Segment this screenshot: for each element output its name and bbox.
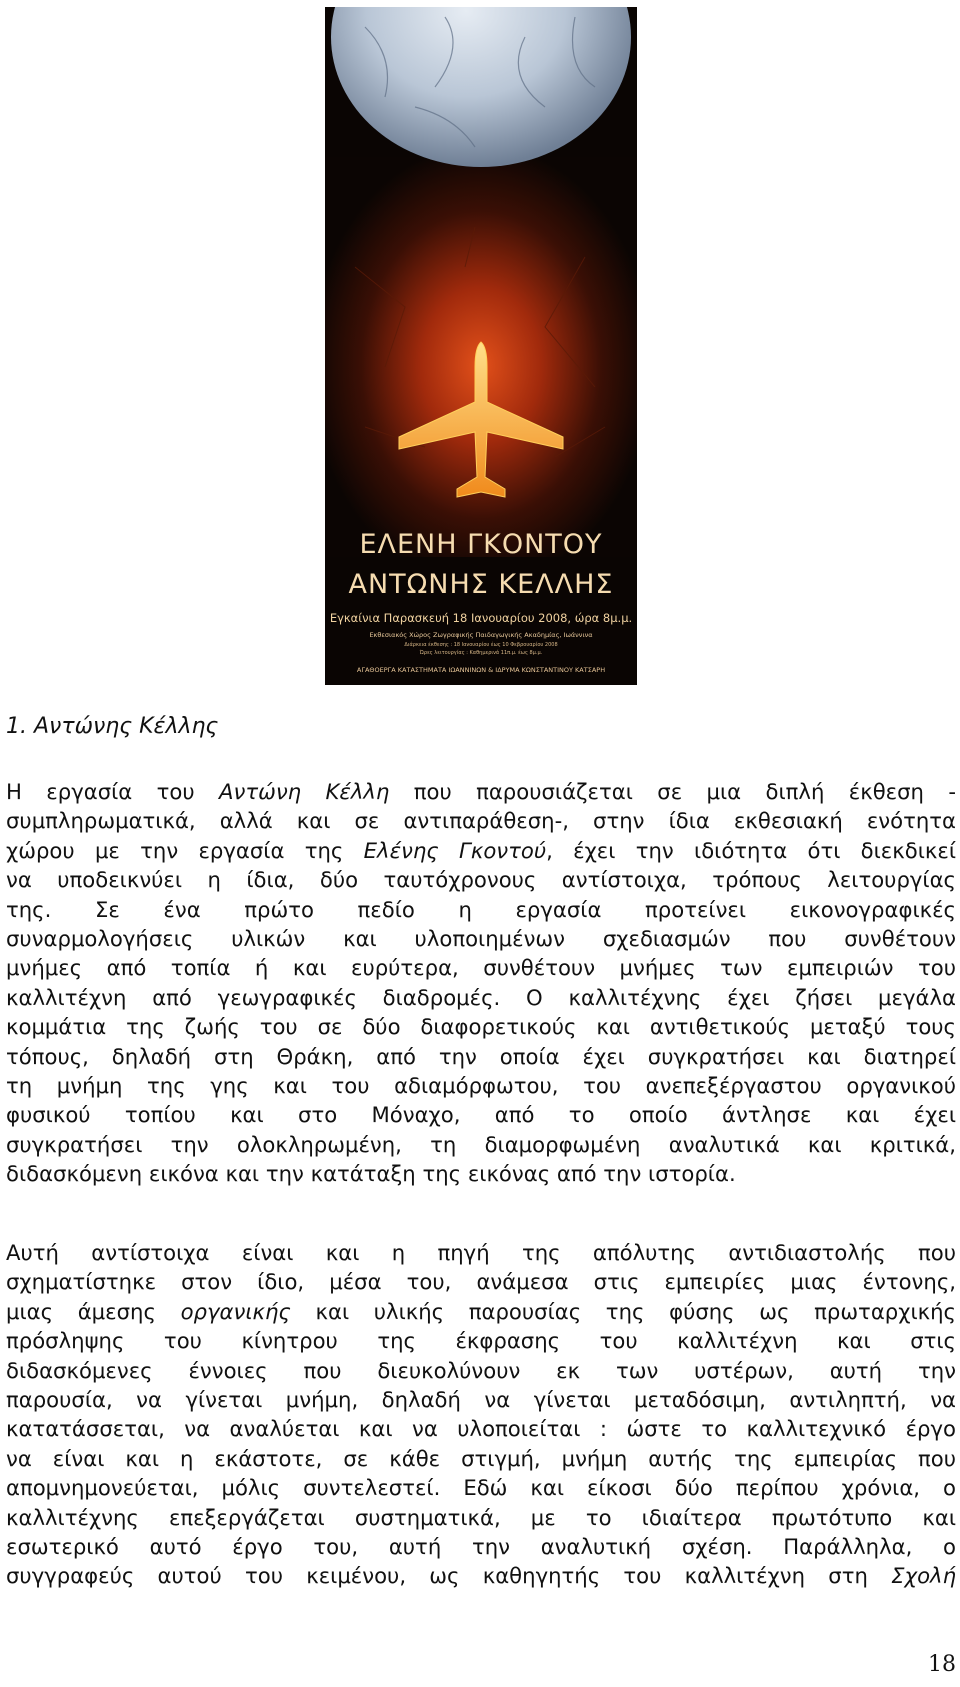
text-line: [6, 1532, 956, 1561]
text-run: συμπληρωματικά, αλλά και σε αντιπαράθεση-, στην ίδια εκθεσιακή ενότητα: [6, 808, 956, 834]
poster-artist-1: ΕΛΕΝΗ ΓΚΟΝΤΟΥ: [359, 529, 603, 560]
text-line: [6, 1503, 956, 1532]
text-run: Η εργασία του: [6, 779, 220, 804]
text-run: συγγραφεύς αυτού του κειμένου, ως καθηγητής του καλλιτέχνη στη: [6, 1563, 892, 1589]
text-run: της. Σε ένα πρώτο πεδίο η εργασία προτείνει εικονογραφικές: [6, 896, 956, 922]
text-line: [6, 895, 956, 924]
page-number: 18: [928, 1652, 956, 1677]
poster-duration: Διάρκεια έκθεσης : 18 Ιανουαρίου έως 10 Φεβρουαρίου 2008: [404, 642, 558, 648]
section-heading: 1. Αντώνης Κέλλης: [6, 714, 219, 739]
poster-artist-2: ΑΝΤΩΝΗΣ ΚΕΛΛΗΣ: [348, 569, 614, 600]
poster-venue: Εκθεσιακός Χώρος Ζωγραφικής Παιδαγωγικής Ακαδημίας, Ιωάννινα: [369, 631, 593, 639]
text-run: απομνημονεύεται, μόλις συντελεστεί. Εδώ και είκοσι δύο περίπου χρόνια, ο: [6, 1475, 956, 1501]
text-line: [6, 1356, 956, 1385]
text-line: [6, 1473, 956, 1502]
text-line: [6, 1297, 956, 1326]
text-line: [6, 1267, 956, 1296]
text-line: [6, 1130, 956, 1159]
text-line: [6, 1100, 956, 1129]
text-run: μνήμες από τοπία ή και ευρύτερα, συνθέτουν μνήμες των εμπειριών του: [6, 955, 956, 981]
text-run: χώρου με την εργασία της: [6, 837, 364, 863]
text-line: [6, 953, 956, 982]
text-line: [6, 1561, 956, 1590]
text-run: Αντώνη Κέλλη: [219, 779, 390, 804]
text-line: [6, 1042, 956, 1071]
text-line: [6, 1238, 956, 1267]
text-line: [6, 1385, 956, 1414]
text-line: [6, 1159, 956, 1188]
text-run: να υποδεικνύει η ίδια, δύο ταυτόχρονους αντίστοιχα, τρόπους λειτουργίας: [6, 867, 956, 893]
text-run: καλλιτέχνη από γεωγραφικές διαδρομές. Ο καλλιτέχνης έχει ζήσει μεγάλα: [6, 984, 956, 1010]
text-run: φυσικού τοπίου και στο Μόναχο, από το οποίο άντλησε και έχει: [6, 1102, 956, 1128]
text-line: [6, 983, 956, 1012]
text-line: [6, 1414, 956, 1443]
paragraph-2: [6, 1238, 956, 1591]
poster-hours: Ώρες λειτουργίας : Καθημερινά 11π.μ. έως 8μ.μ.: [419, 650, 543, 656]
text-run: πρόσληψης του κίνητρου της έκφρασης του καλλιτέχνη και στις: [6, 1328, 956, 1354]
text-line: [6, 1444, 956, 1473]
text-run: συγκρατήσει την ολοκληρωμένη, τη διαμορφωμένη αναλυτικά και κριτικά,: [6, 1131, 956, 1157]
text-line: [6, 806, 956, 835]
text-run: τη μνήμη της γης και του αδιαμόρφωτου, του ανεπεξέργαστου οργανικού: [6, 1072, 956, 1098]
text-run: κομμάτια της ζωής του σε δύο διαφορετικούς και αντιθετικούς μεταξύ τους: [6, 1014, 956, 1040]
text-run: Ελένης Γκοντού: [363, 837, 547, 863]
exhibition-poster: [325, 7, 637, 685]
paragraph-1: [6, 777, 956, 1188]
text-line: [6, 924, 956, 953]
text-line: [6, 836, 956, 865]
text-run: , έχει την ιδιότητα ότι διεκδικεί: [546, 837, 956, 863]
poster-sponsor: ΑΓΑΘΟΕΡΓΑ ΚΑΤΑΣΤΗΜΑΤΑ ΙΩΑΝΝΙΝΩΝ & ΙΔΡΥΜΑ ΚΩΝΣΤΑΝΤΙΝΟΥ ΚΑΤΣΑΡΗ: [356, 666, 606, 674]
text-line: [6, 777, 956, 806]
text-run: οργανικής: [180, 1298, 291, 1324]
text-run: και υλικής παρουσίας της φύσης ως πρωταρχικής: [290, 1298, 956, 1324]
poster-opening: Εγκαίνια Παρασκευή 18 Ιανουαρίου 2008, ώρα 8μ.μ.: [329, 611, 633, 625]
text-line: [6, 1326, 956, 1355]
text-run: Αυτή αντίστοιχα είναι και η πηγή της απόλυτης αντιδιαστολής που: [6, 1240, 956, 1265]
text-run: παρουσία, να γίνεται μνήμη, δηλαδή να γίνεται μεταδόσιμη, αντιληπτή, να: [6, 1386, 956, 1412]
text-run: τόπους, δηλαδή στη Θράκη, από την οποία έχει συγκρατήσει και διατηρεί: [6, 1043, 956, 1069]
text-run: διδασκόμενες έννοιες που διευκολύνουν εκ των υστέρων, αυτή την: [6, 1357, 956, 1383]
text-run: εσωτερικό αυτό έργο του, αυτή την αναλυτική σχέση. Παράλληλα, ο: [6, 1533, 956, 1559]
text-line: [6, 865, 956, 894]
text-run: κατατάσσεται, να αναλύεται και να υλοποιείται : ώστε το καλλιτεχνικό έργο: [6, 1416, 956, 1442]
text-run: Σχολή: [891, 1563, 956, 1589]
text-run: συναρμολογήσεις υλικών και υλοποιημένων σχεδιασμών που συνθέτουν: [6, 925, 956, 951]
text-run: διδασκόμενη εικόνα και την κατάταξη της εικόνας από την ιστορία.: [6, 1161, 736, 1187]
text-run: μιας άμεσης: [6, 1298, 181, 1324]
text-run: καλλιτέχνης επεξεργάζεται συστηματικά, με το ιδιαίτερα πρωτότυπο και: [6, 1504, 956, 1530]
text-run: που παρουσιάζεται σε μια διπλή έκθεση -: [389, 779, 956, 804]
text-line: [6, 1012, 956, 1041]
text-line: [6, 1071, 956, 1100]
text-run: σχηματίστηκε στον ίδιο, μέσα του, ανάμεσα στις εμπειρίες μιας έντονης,: [6, 1269, 956, 1295]
text-run: να είναι και η εκάστοτε, σε κάθε στιγμή, μνήμη αυτής της εμπειρίας που: [6, 1445, 956, 1471]
